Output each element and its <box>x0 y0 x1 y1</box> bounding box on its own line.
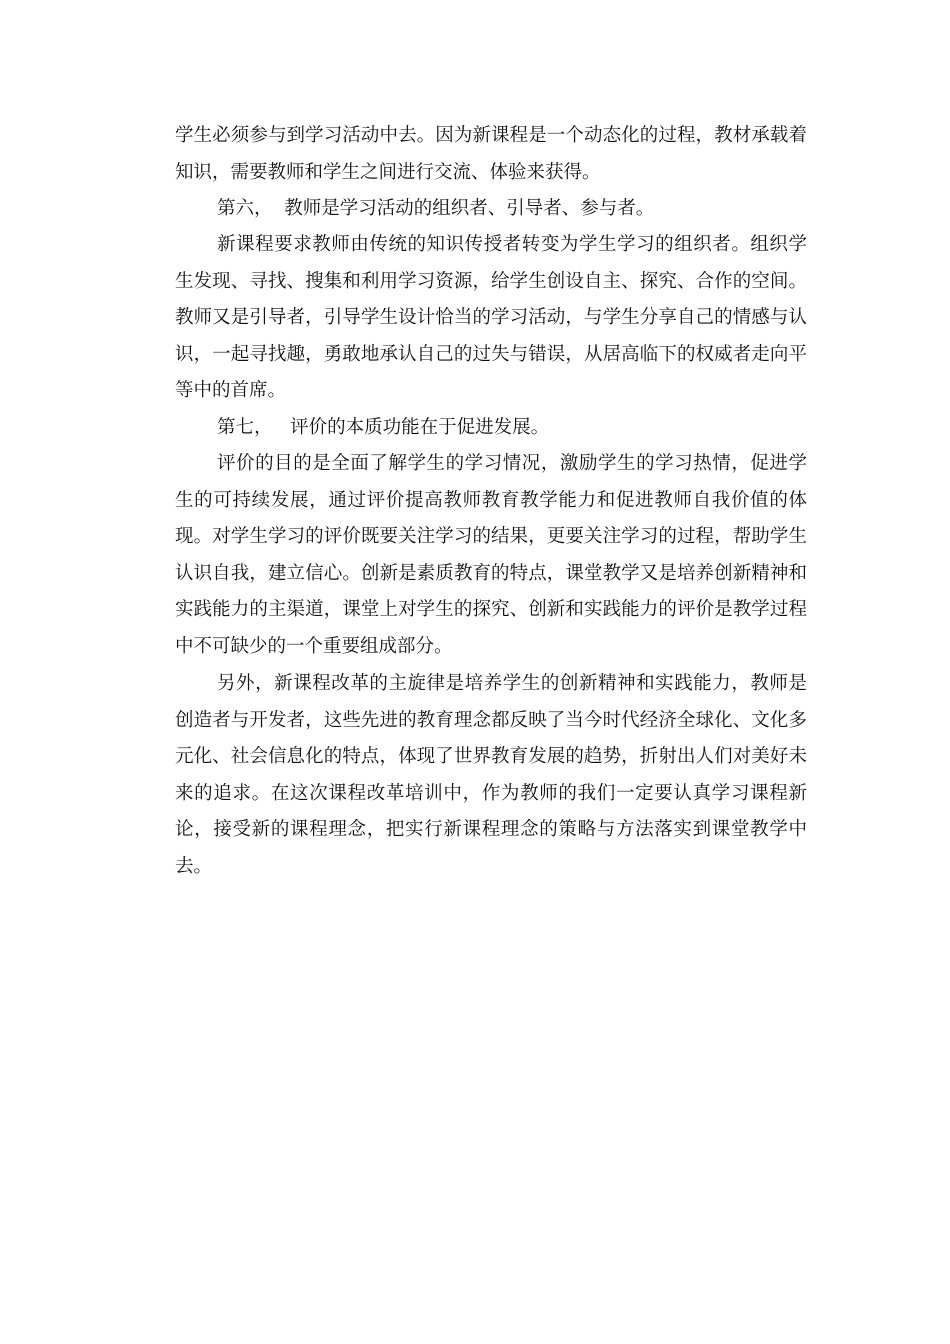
paragraph-continuation: 学生必须参与到学习活动中去。因为新课程是一个动态化的过程，教材承载着知识，需要教师和学生之间进行交流、体验来获得。 <box>175 125 807 183</box>
paragraph-evaluation: 评价的目的是全面了解学生的学习情况，激励学生的学习热情，促进学生的可持续发展，通过评价提高教师教育教学能力和促进教师自我价值的体现。对学生学习的评价既要关注学习的结果，更要关注学习的过程，帮助学生认识自我，建立信心。创新是素质教育的特点，课堂教学又是培养创新精神和实践能力的主渠道，课堂上对学生的探究、创新和实践能力的评价是教学过程中不可缺少的一个重要组成部分。 <box>175 453 807 657</box>
paragraph-teacher-role: 新课程要求教师由传统的知识传授者转变为学生学习的组织者。组织学生发现、寻找、搜集和利用学习资源，给学生创设自主、探究、合作的空间。教师又是引导者，引导学生设计恰当的学习活动，与学生分享自己的情感与认识，一起寻找趣，勇敢地承认自己的过失与错误，从居高临下的权威者走向平等中的首席。 <box>175 234 807 401</box>
paragraph-conclusion: 另外，新课程改革的主旋律是培养学生的创新精神和实践能力，教师是创造者与开发者，这些先进的教育理念都反映了当今时代经济全球化、文化多元化、社会信息化的特点，体现了世界教育发展的趋势，折射出人们对美好未来的追求。在这次课程改革培训中，作为教师的我们一定要认真学习课程新论，接受新的课程理念，把实行新课程理念的策略与方法落实到课堂教学中去。 <box>175 673 807 877</box>
section-heading-seventh: 第七， 评价的本质功能在于促进发展。 <box>217 417 550 438</box>
section-heading-sixth: 第六， 教师是学习活动的组织者、引导者、参与者。 <box>217 198 655 219</box>
